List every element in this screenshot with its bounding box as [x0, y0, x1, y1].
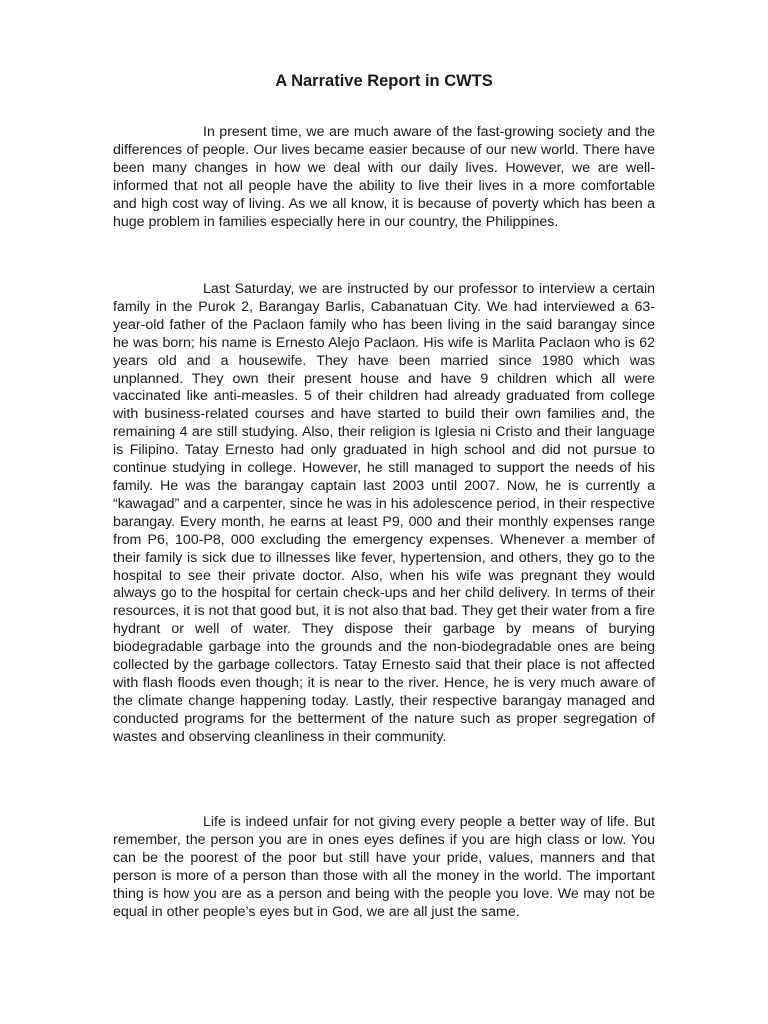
- paragraph-interview: Last Saturday, we are instructed by our professor to interview a certain family in the Purok 2, Barangay Barlis, Cabanatuan City. We had interviewed a 63-year-old father of the Paclaon family who has been living in the said barangay since he was born; his name is Ernesto Alejo Paclaon. His wife is Marlita Paclaon who is 62 years old and a housewife. They have been married since 1980 which was unplanned. They own their present house and have 9 children which all were vaccinated like anti-measles. 5 of their children had already graduated from college with business-related courses and have started to build their own families and, the remaining 4 are still studying. Also, their religion is Iglesia ni Cristo and their language is Filipino. Tatay Ernesto had only graduated in high school and did not pursue to continue studying in college. However, he still managed to support the needs of his family. He was the barangay captain last 2003 until 2007. Now, he is currently a “kawagad” and a carpenter, since he was in his adolescence period, in their respective barangay. Every month, he earns at least P9, 000 and their monthly expenses range from P6, 100-P8, 000 excluding the emergency expenses. Whenever a member of their family is sick due to illnesses like fever, hypertension, and others, they go to the hospital to see their private doctor. Also, when his wife was pregnant they would always go to the hospital for certain check-ups and her child delivery. In terms of their resources, it is not that good but, it is not also that bad. They get their water from a fire hydrant or well of water. They dispose their garbage by means of burying biodegradable garbage into the grounds and the non-biodegradable ones are being collected by the garbage collectors. Tatay Ernesto said that their place is not affected with flash floods even though; it is near to the river. Hence, he is very much aware of the climate change happening today. Lastly, their respective barangay managed and conducted programs for the betterment of the nature such as proper segregation of wastes and observing cleanliness in their community.: [113, 281, 655, 745]
- paragraph-conclusion: Life is indeed unfair for not giving every people a better way of life. But remember, the person you are in ones eyes defines if you are high class or low. You can be the poorest of the poor but still have your pride, values, manners and that person is more of a person than those with all the money in the world. The important thing is how you are as a person and being with the people you love. We may not be equal in other people’s eyes but in God, we are all just the same.: [113, 814, 655, 920]
- paragraph-introduction: In present time, we are much aware of the fast-growing society and the differences of people. Our lives became easier because of our new world. There have been many changes in how we deal with our daily lives. However, we are well-informed that not all people have the ability to live their lives in a more comfortable and high cost way of living. As we all know, it is because of poverty which has been a huge problem in families especially here in our country, the Philippines.: [113, 124, 655, 230]
- document-title: A Narrative Report in CWTS: [275, 72, 493, 90]
